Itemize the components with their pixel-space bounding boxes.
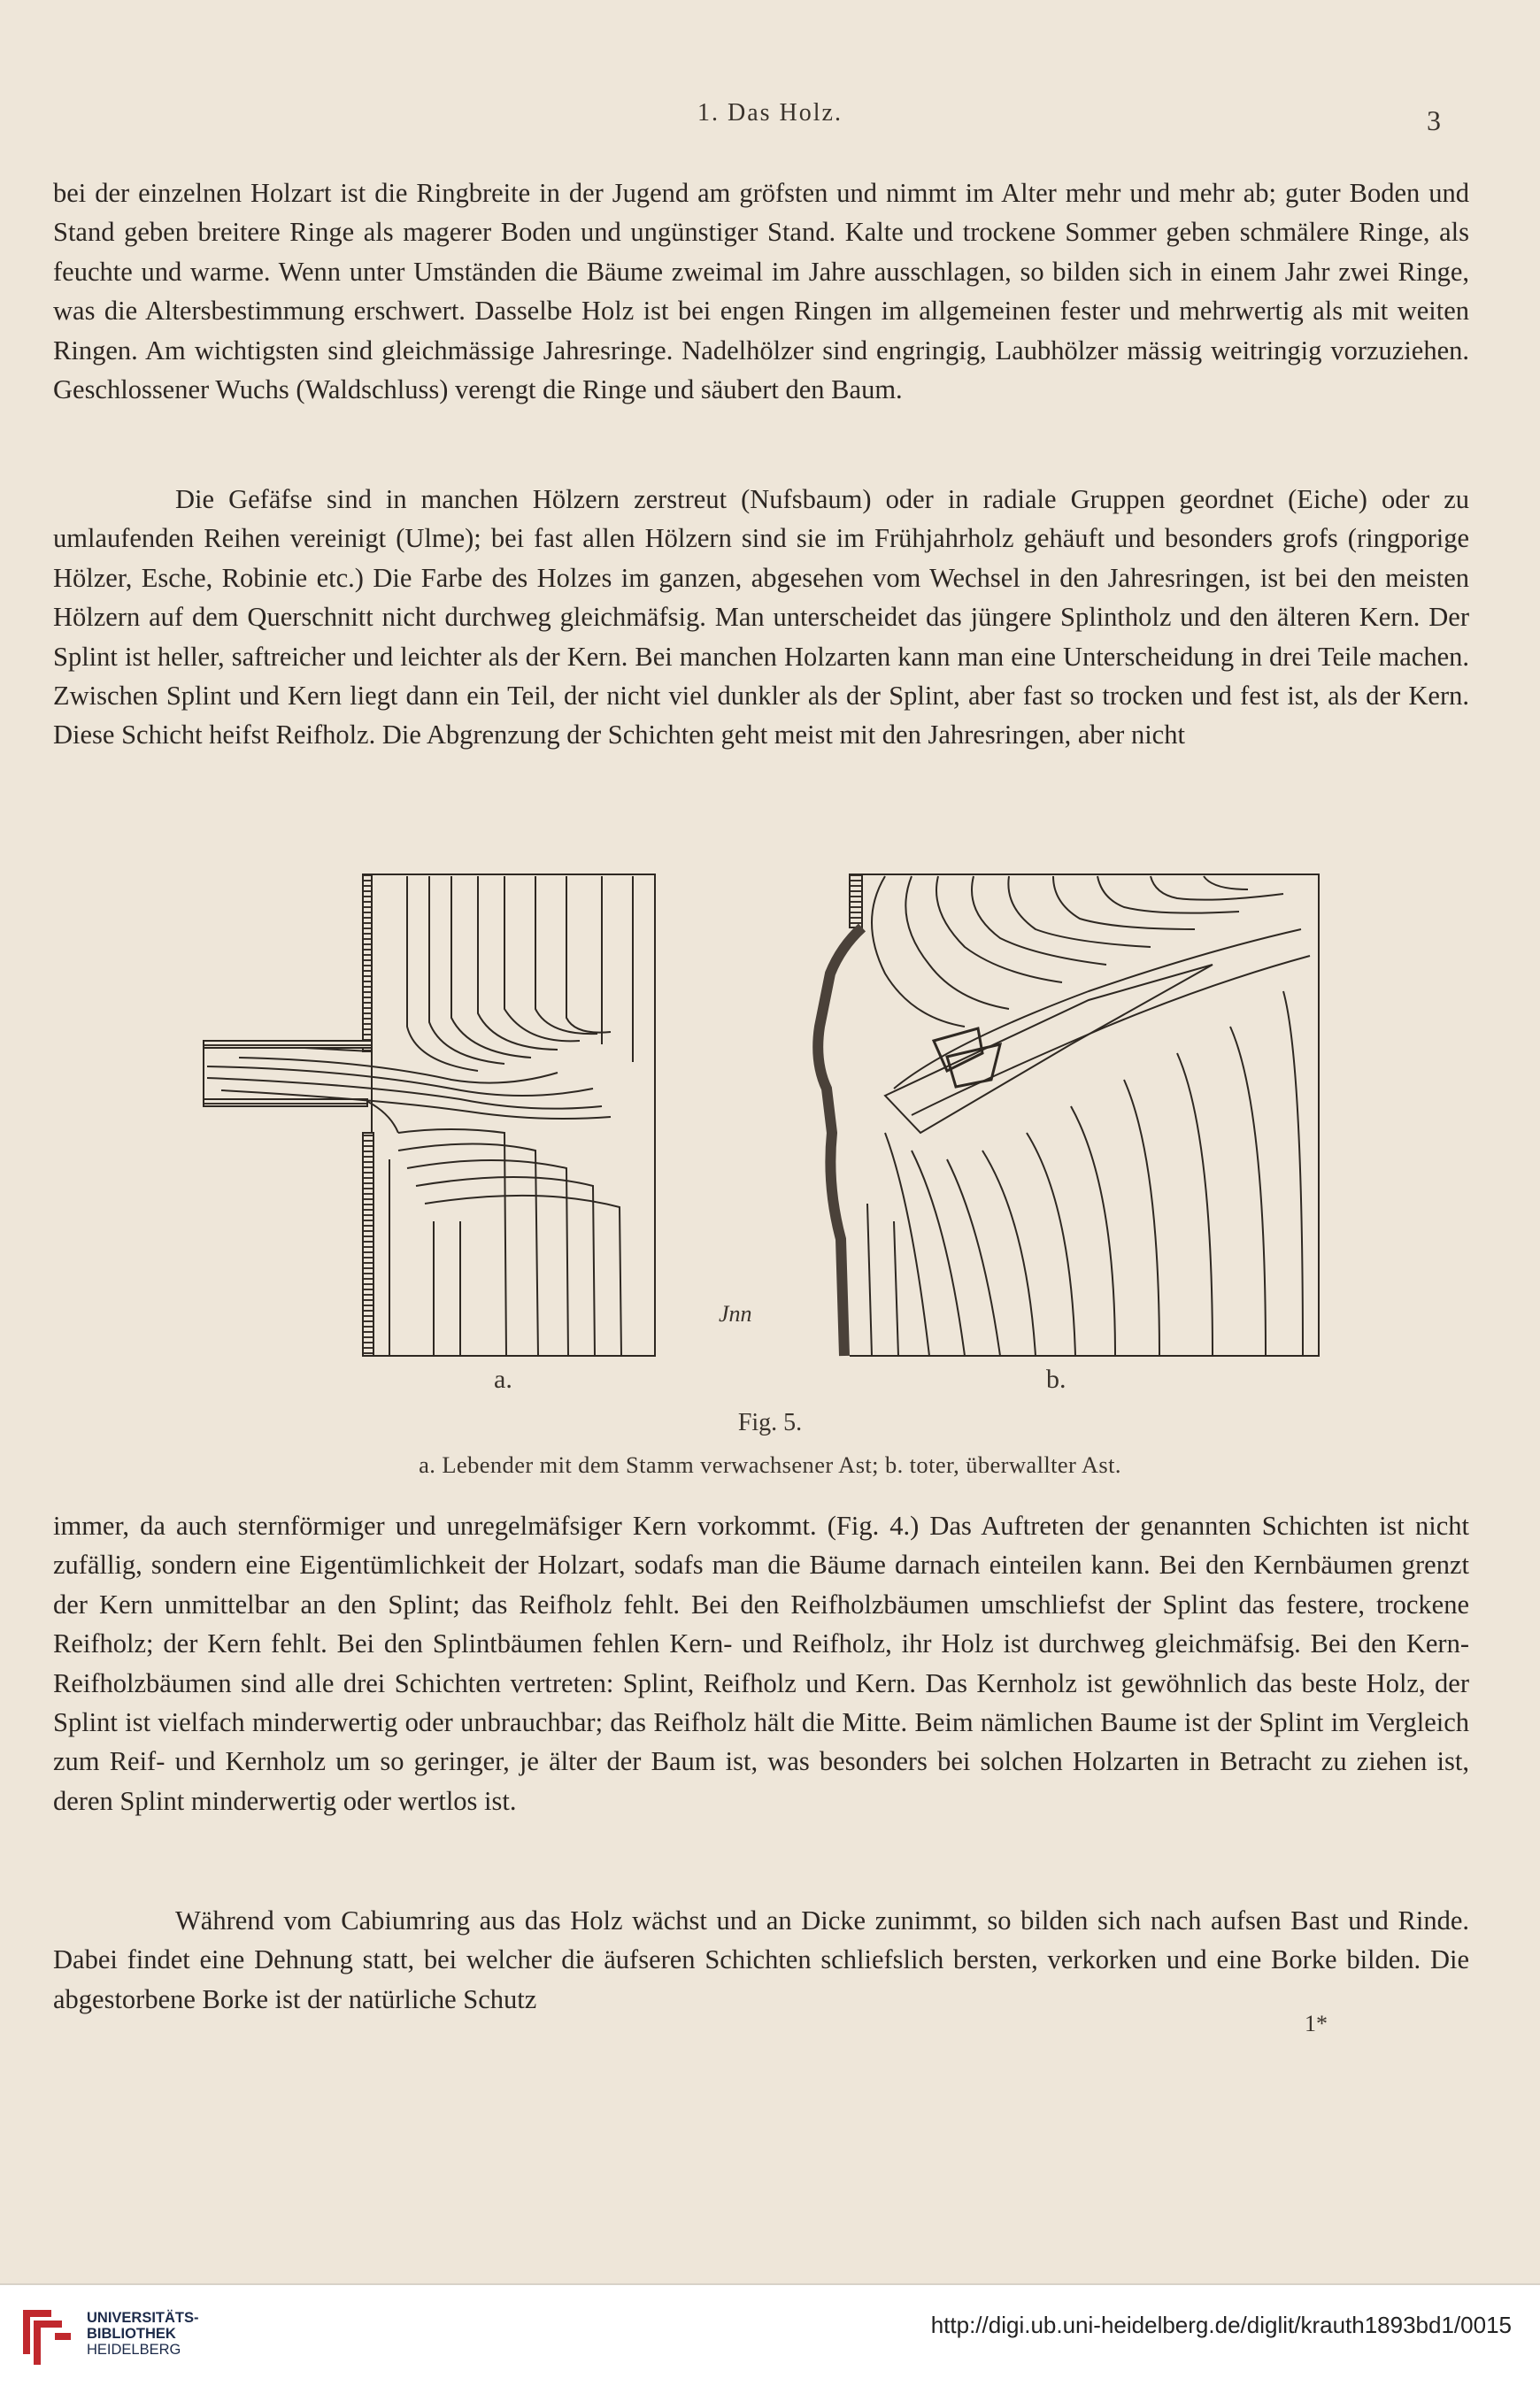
figure-number: Fig. 5. — [737, 1409, 803, 1436]
library-logo-icon — [16, 2301, 78, 2370]
artist-monogram: Jnn — [719, 1301, 752, 1327]
figure-5-illustration — [186, 867, 1336, 1416]
library-name-line1: UNIVERSITÄTS- — [87, 2310, 199, 2326]
signature-mark: 1* — [1305, 2011, 1328, 2036]
figure-label-b: b. — [1046, 1365, 1066, 1394]
panel-a-living-branch — [204, 874, 655, 1356]
panel-b-dead-branch — [818, 874, 1319, 1356]
library-name — [87, 2310, 199, 2358]
figure-5 — [186, 867, 1336, 1416]
figure-label-a: a. — [494, 1365, 512, 1394]
paragraph-vessels-heartwood: Die Gefäfse sind in manchen Hölzern zerstreut (Nufsbaum) oder in radiale Gruppen geordnet (Eiche) oder zu umlaufenden Reihen vereinigt (Ulme); bei fast allen Hölzern sind sie im Frühjahrholz gehäuft und besonders grofs (ringporige Hölzer, Esche, Robinie etc.) Die Farbe des Holzes im ganzen, abgesehen vom Wechsel in den Jahresringen, ist bei den meisten Hölzern auf dem Querschnitt nicht durchweg gleichmäfsig. Man unterscheidet das jüngere Splintholz und den älteren Kern. Der Splint ist heller, saftreicher und leichter als der Kern. Bei manchen Holzarten kann man eine Unterscheidung in drei Teile machen. Zwischen Splint und Kern liegt dann ein Teil, der nicht viel dunkler als der Splint, aber fast so trocken und fest ist, als der Kern. Diese Schicht heifst Reifholz. Die Abgrenzung der Schichten geht meist mit den Jahresringen, aber nicht — [53, 484, 1469, 750]
paragraph-tree-classes: immer, da auch sternförmiger und unregelmäfsiger Kern vorkommt. (Fig. 4.) Das Auftreten der genannten Schichten ist nicht zufällig, sondern eine Eigentümlichkeit der Holzart, sodafs man die Bäume darnach einteilen kann. Bei den Kernbäumen grenzt der Kern unmittelbar an den Splint; das Reifholz fehlt. Bei den Reifholzbäumen umschliefst der Splint das festere, trockene Reifholz; der Kern fehlt. Bei den Splintbäumen fehlen Kern- und Reifholz, ihr Holz ist durchweg gleichmäfsig. Bei den Kern-Reifholzbäumen sind alle drei Schichten vertreten: Splint, Reifholz und Kern. Das Kernholz ist gewöhnlich das beste Holz, der Splint ist vielfach minderwertig oder unbrauchbar; das Reifholz hält die Mitte. Beim nämlichen Baume ist der Splint im Vergleich zum Reif- und Kernholz um so geringer, je älter der Baum ist, was besonders bei solchen Holzarten in Betracht zu ziehen ist, deren Splint minderwertig oder wertlos ist. — [53, 1511, 1469, 1816]
page-number: 3 — [1427, 104, 1441, 136]
paragraph-ring-width: bei der einzelnen Holzart ist die Ringbreite in der Jugend am gröfsten und nimmt im Alter mehr und mehr ab; guter Boden und Stand geben breitere Ringe als magerer Boden und ungünstiger Stand. Kalte und trockene Sommer geben schmälere Ringe, als feuchte und warme. Wenn unter Umständen die Bäume zweimal im Jahre ausschlagen, so bilden sich in einem Jahr zwei Ringe, was die Altersbestimmung erschwert. Dasselbe Holz ist bei engen Ringen im allgemeinen fester und mehrwertig als mit weiten Ringen. Am wichtigsten sind gleichmässige Jahresringe. Nadelhölzer sind engringig, Laubhölzer mässig weitringig vorzuziehen. Geschlossener Wuchs (Waldschluss) verengt die Ringe und säubert den Baum. — [53, 178, 1469, 405]
source-url: http://digi.ub.uni-heidelberg.de/diglit/krauth1893bd1/0015 — [930, 2312, 1512, 2338]
digitization-footer — [0, 2283, 1540, 2386]
figure-caption: a. Lebender mit dem Stamm verwachsener Ast; b. toter, überwallter Ast. — [419, 1451, 1121, 1478]
library-name-line2: BIBLIOTHEK — [87, 2326, 176, 2342]
footer-divider — [0, 2283, 1540, 2285]
library-name-line3: HEIDELBERG — [87, 2342, 181, 2358]
running-head: 1. Das Holz. — [697, 99, 843, 127]
paragraph-bark: Während vom Cabiumring aus das Holz wächst und an Dicke zunimmt, so bilden sich nach aufsen Bast und Rinde. Dabei findet eine Dehnung statt, bei welcher die äufseren Schichten schliefslich bersten, verkorken und eine Borke bilden. Die abgestorbene Borke ist der natürliche Schutz — [53, 1905, 1469, 2014]
